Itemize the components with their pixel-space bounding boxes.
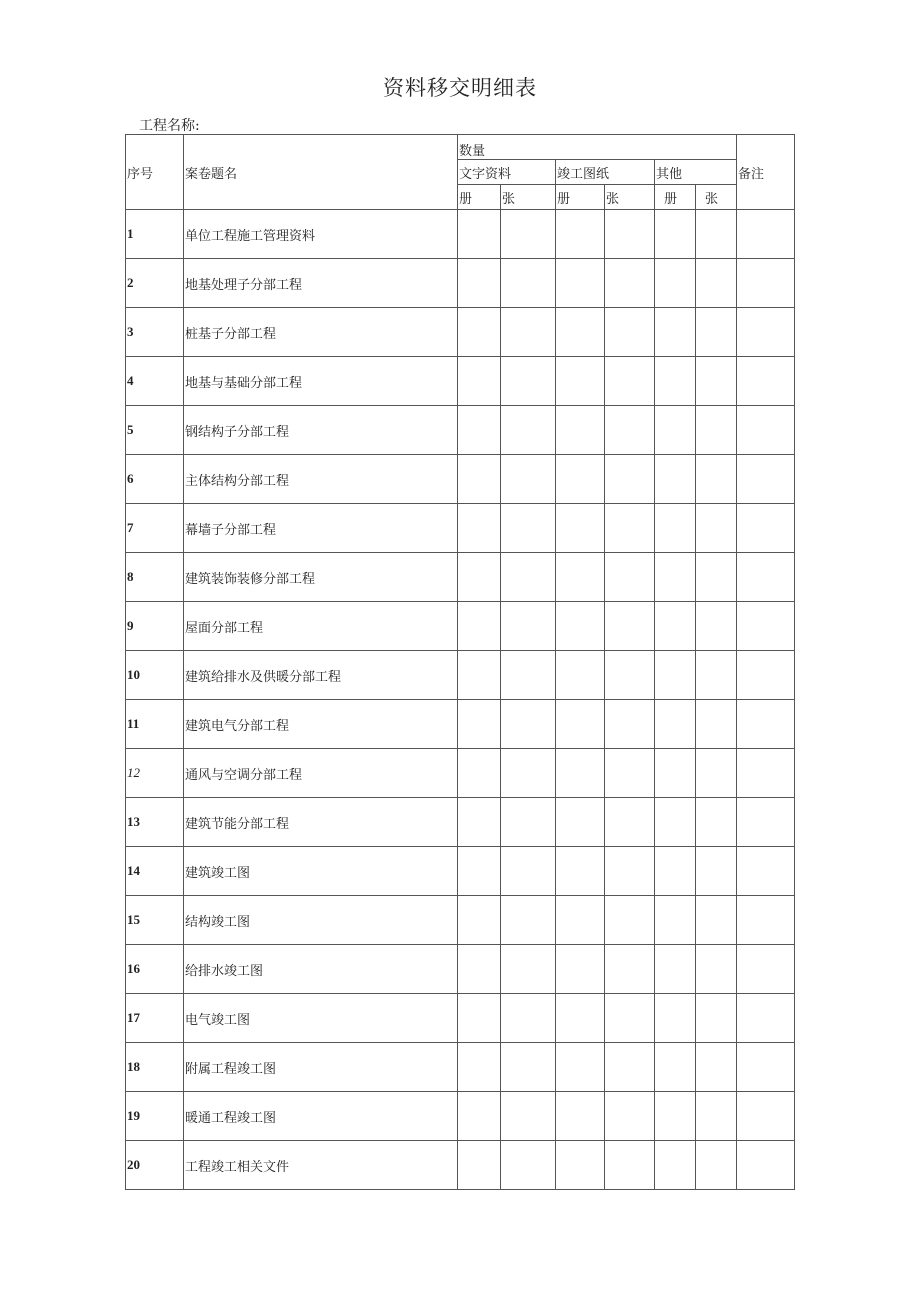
cell-other-volumes[interactable] <box>655 945 696 994</box>
cell-drawings-volumes[interactable] <box>556 700 605 749</box>
cell-drawings-volumes[interactable] <box>556 651 605 700</box>
cell-drawings-volumes[interactable] <box>556 504 605 553</box>
cell-drawings-sheets[interactable] <box>605 504 655 553</box>
cell-text-docs-sheets[interactable] <box>501 259 556 308</box>
header-asbuilt-drawings: 竣工图纸 <box>556 160 655 185</box>
cell-text-docs-sheets[interactable] <box>501 308 556 357</box>
cell-other-sheets[interactable] <box>696 259 737 308</box>
cell-other-volumes[interactable] <box>655 1043 696 1092</box>
row-index: 9 <box>126 602 184 651</box>
row-index: 11 <box>126 700 184 749</box>
document-title: 资料移交明细表 <box>383 76 537 100</box>
cell-remarks[interactable] <box>737 1092 795 1141</box>
cell-other-sheets[interactable] <box>696 455 737 504</box>
transfer-detail-table <box>125 134 795 1190</box>
cell-drawings-sheets[interactable] <box>605 602 655 651</box>
cell-other-volumes[interactable] <box>655 259 696 308</box>
row-title: 幕墙子分部工程 <box>184 504 458 553</box>
header-text-docs-sheets: 张 <box>501 185 556 210</box>
cell-remarks[interactable] <box>737 798 795 847</box>
header-text-docs: 文字资料 <box>458 160 556 185</box>
cell-drawings-volumes[interactable] <box>556 602 605 651</box>
cell-other-volumes[interactable] <box>655 798 696 847</box>
table-row <box>126 259 795 308</box>
cell-other-sheets[interactable] <box>696 749 737 798</box>
cell-other-volumes[interactable] <box>655 357 696 406</box>
row-index: 10 <box>126 651 184 700</box>
row-title: 工程竣工相关文件 <box>184 1141 458 1190</box>
row-index: 7 <box>126 504 184 553</box>
cell-other-sheets[interactable] <box>696 994 737 1043</box>
table-row <box>126 455 795 504</box>
cell-text-docs-volumes[interactable] <box>458 651 501 700</box>
cell-remarks[interactable] <box>737 406 795 455</box>
cell-other-volumes[interactable] <box>655 1141 696 1190</box>
cell-drawings-sheets[interactable] <box>605 553 655 602</box>
row-title: 建筑给排水及供暖分部工程 <box>184 651 458 700</box>
cell-drawings-sheets[interactable] <box>605 847 655 896</box>
row-index: 13 <box>126 798 184 847</box>
row-index: 15 <box>126 896 184 945</box>
row-index: 14 <box>126 847 184 896</box>
cell-text-docs-sheets[interactable] <box>501 749 556 798</box>
cell-drawings-volumes[interactable] <box>556 406 605 455</box>
cell-other-volumes[interactable] <box>655 308 696 357</box>
cell-drawings-sheets[interactable] <box>605 308 655 357</box>
table-row <box>126 945 795 994</box>
cell-remarks[interactable] <box>737 210 795 259</box>
cell-text-docs-volumes[interactable] <box>458 1141 501 1190</box>
row-index: 18 <box>126 1043 184 1092</box>
cell-remarks[interactable] <box>737 455 795 504</box>
cell-remarks[interactable] <box>737 357 795 406</box>
row-title: 电气竣工图 <box>184 994 458 1043</box>
cell-drawings-sheets[interactable] <box>605 259 655 308</box>
row-index: 6 <box>126 455 184 504</box>
cell-text-docs-sheets[interactable] <box>501 504 556 553</box>
row-title: 主体结构分部工程 <box>184 455 458 504</box>
table-row <box>126 602 795 651</box>
cell-drawings-volumes[interactable] <box>556 1043 605 1092</box>
row-index: 19 <box>126 1092 184 1141</box>
cell-text-docs-sheets[interactable] <box>501 945 556 994</box>
cell-other-sheets[interactable] <box>696 896 737 945</box>
row-index: 20 <box>126 1141 184 1190</box>
cell-drawings-volumes[interactable] <box>556 455 605 504</box>
cell-text-docs-sheets[interactable] <box>501 1092 556 1141</box>
cell-other-volumes[interactable] <box>655 602 696 651</box>
cell-text-docs-volumes[interactable] <box>458 798 501 847</box>
table-row <box>126 504 795 553</box>
cell-text-docs-sheets[interactable] <box>501 553 556 602</box>
table-row <box>126 896 795 945</box>
row-index: 12 <box>126 749 184 798</box>
cell-remarks[interactable] <box>737 651 795 700</box>
cell-other-sheets[interactable] <box>696 1043 737 1092</box>
cell-remarks[interactable] <box>737 896 795 945</box>
cell-other-sheets[interactable] <box>696 847 737 896</box>
table-row <box>126 798 795 847</box>
project-name-label: 工程名称: <box>139 118 200 134</box>
cell-other-sheets[interactable] <box>696 406 737 455</box>
cell-drawings-volumes[interactable] <box>556 259 605 308</box>
header-drawings-volumes: 册 <box>556 185 605 210</box>
cell-other-sheets[interactable] <box>696 1141 737 1190</box>
cell-drawings-volumes[interactable] <box>556 1141 605 1190</box>
row-index: 17 <box>126 994 184 1043</box>
cell-drawings-sheets[interactable] <box>605 651 655 700</box>
cell-remarks[interactable] <box>737 1043 795 1092</box>
cell-remarks[interactable] <box>737 847 795 896</box>
cell-text-docs-volumes[interactable] <box>458 406 501 455</box>
cell-drawings-sheets[interactable] <box>605 994 655 1043</box>
header-other-volumes: 册 <box>655 185 696 210</box>
table-row <box>126 308 795 357</box>
cell-drawings-sheets[interactable] <box>605 210 655 259</box>
row-index: 2 <box>126 259 184 308</box>
cell-other-sheets[interactable] <box>696 798 737 847</box>
cell-text-docs-sheets[interactable] <box>501 700 556 749</box>
cell-other-volumes[interactable] <box>655 455 696 504</box>
cell-drawings-sheets[interactable] <box>605 896 655 945</box>
cell-remarks[interactable] <box>737 1141 795 1190</box>
cell-drawings-volumes[interactable] <box>556 749 605 798</box>
cell-other-sheets[interactable] <box>696 945 737 994</box>
cell-remarks[interactable] <box>737 602 795 651</box>
row-index: 5 <box>126 406 184 455</box>
cell-text-docs-sheets[interactable] <box>501 455 556 504</box>
header-remarks: 备注 <box>737 135 795 210</box>
row-index: 4 <box>126 357 184 406</box>
cell-text-docs-sheets[interactable] <box>501 847 556 896</box>
row-title: 单位工程施工管理资料 <box>184 210 458 259</box>
cell-text-docs-volumes[interactable] <box>458 259 501 308</box>
table-row <box>126 749 795 798</box>
cell-drawings-sheets[interactable] <box>605 945 655 994</box>
row-index: 3 <box>126 308 184 357</box>
row-title: 桩基子分部工程 <box>184 308 458 357</box>
row-title: 附属工程竣工图 <box>184 1043 458 1092</box>
header-other: 其他 <box>655 160 737 185</box>
table-row <box>126 357 795 406</box>
cell-text-docs-volumes[interactable] <box>458 1092 501 1141</box>
table-row <box>126 994 795 1043</box>
cell-drawings-sheets[interactable] <box>605 1092 655 1141</box>
row-title: 地基处理子分部工程 <box>184 259 458 308</box>
row-title: 钢结构子分部工程 <box>184 406 458 455</box>
cell-other-volumes[interactable] <box>655 1092 696 1141</box>
header-quantity: 数量 <box>458 135 737 160</box>
cell-remarks[interactable] <box>737 308 795 357</box>
table-row <box>126 210 795 259</box>
cell-text-docs-volumes[interactable] <box>458 896 501 945</box>
cell-text-docs-volumes[interactable] <box>458 749 501 798</box>
header-text-docs-volumes: 册 <box>458 185 501 210</box>
row-title: 建筑装饰装修分部工程 <box>184 553 458 602</box>
row-index: 8 <box>126 553 184 602</box>
table-row <box>126 1141 795 1190</box>
cell-text-docs-volumes[interactable] <box>458 700 501 749</box>
cell-other-sheets[interactable] <box>696 504 737 553</box>
row-title: 建筑电气分部工程 <box>184 700 458 749</box>
cell-remarks[interactable] <box>737 504 795 553</box>
cell-drawings-volumes[interactable] <box>556 847 605 896</box>
cell-other-volumes[interactable] <box>655 994 696 1043</box>
cell-drawings-volumes[interactable] <box>556 553 605 602</box>
cell-text-docs-volumes[interactable] <box>458 455 501 504</box>
row-title: 结构竣工图 <box>184 896 458 945</box>
cell-text-docs-volumes[interactable] <box>458 1043 501 1092</box>
header-other-sheets: 张 <box>696 185 737 210</box>
cell-drawings-volumes[interactable] <box>556 308 605 357</box>
header-drawings-sheets: 张 <box>605 185 655 210</box>
cell-other-volumes[interactable] <box>655 749 696 798</box>
cell-text-docs-sheets[interactable] <box>501 1043 556 1092</box>
cell-other-volumes[interactable] <box>655 700 696 749</box>
cell-text-docs-sheets[interactable] <box>501 651 556 700</box>
cell-remarks[interactable] <box>737 553 795 602</box>
cell-text-docs-volumes[interactable] <box>458 602 501 651</box>
cell-other-volumes[interactable] <box>655 210 696 259</box>
table-row <box>126 1043 795 1092</box>
cell-other-volumes[interactable] <box>655 896 696 945</box>
cell-text-docs-sheets[interactable] <box>501 210 556 259</box>
row-index: 1 <box>126 210 184 259</box>
cell-other-sheets[interactable] <box>696 308 737 357</box>
row-title: 地基与基础分部工程 <box>184 357 458 406</box>
cell-other-sheets[interactable] <box>696 602 737 651</box>
cell-drawings-sheets[interactable] <box>605 1141 655 1190</box>
cell-other-volumes[interactable] <box>655 406 696 455</box>
header-index: 序号 <box>126 135 184 210</box>
cell-other-sheets[interactable] <box>696 210 737 259</box>
cell-text-docs-volumes[interactable] <box>458 357 501 406</box>
cell-drawings-sheets[interactable] <box>605 798 655 847</box>
table-row <box>126 1092 795 1141</box>
cell-text-docs-sheets[interactable] <box>501 798 556 847</box>
row-title: 屋面分部工程 <box>184 602 458 651</box>
cell-text-docs-volumes[interactable] <box>458 994 501 1043</box>
cell-text-docs-volumes[interactable] <box>458 210 501 259</box>
cell-drawings-sheets[interactable] <box>605 700 655 749</box>
cell-text-docs-volumes[interactable] <box>458 553 501 602</box>
row-title: 暖通工程竣工图 <box>184 1092 458 1141</box>
cell-text-docs-sheets[interactable] <box>501 406 556 455</box>
cell-drawings-sheets[interactable] <box>605 357 655 406</box>
cell-text-docs-volumes[interactable] <box>458 504 501 553</box>
cell-drawings-volumes[interactable] <box>556 896 605 945</box>
cell-drawings-volumes[interactable] <box>556 1092 605 1141</box>
cell-other-sheets[interactable] <box>696 357 737 406</box>
cell-text-docs-volumes[interactable] <box>458 308 501 357</box>
table-row <box>126 700 795 749</box>
cell-remarks[interactable] <box>737 259 795 308</box>
cell-remarks[interactable] <box>737 945 795 994</box>
cell-other-volumes[interactable] <box>655 504 696 553</box>
header-title: 案卷题名 <box>184 135 458 210</box>
table-row <box>126 406 795 455</box>
cell-drawings-sheets[interactable] <box>605 1043 655 1092</box>
cell-other-volumes[interactable] <box>655 651 696 700</box>
cell-drawings-sheets[interactable] <box>605 455 655 504</box>
cell-text-docs-volumes[interactable] <box>458 847 501 896</box>
cell-other-volumes[interactable] <box>655 553 696 602</box>
row-title: 给排水竣工图 <box>184 945 458 994</box>
cell-text-docs-sheets[interactable] <box>501 1141 556 1190</box>
cell-drawings-volumes[interactable] <box>556 210 605 259</box>
cell-drawings-volumes[interactable] <box>556 994 605 1043</box>
cell-drawings-volumes[interactable] <box>556 357 605 406</box>
row-title: 建筑竣工图 <box>184 847 458 896</box>
cell-drawings-volumes[interactable] <box>556 945 605 994</box>
row-title: 通风与空调分部工程 <box>184 749 458 798</box>
cell-text-docs-sheets[interactable] <box>501 602 556 651</box>
cell-drawings-volumes[interactable] <box>556 798 605 847</box>
cell-remarks[interactable] <box>737 749 795 798</box>
table-row <box>126 847 795 896</box>
cell-other-sheets[interactable] <box>696 700 737 749</box>
table-row <box>126 553 795 602</box>
cell-other-volumes[interactable] <box>655 847 696 896</box>
cell-other-sheets[interactable] <box>696 553 737 602</box>
cell-remarks[interactable] <box>737 700 795 749</box>
cell-text-docs-sheets[interactable] <box>501 357 556 406</box>
cell-remarks[interactable] <box>737 994 795 1043</box>
cell-drawings-sheets[interactable] <box>605 406 655 455</box>
cell-drawings-sheets[interactable] <box>605 749 655 798</box>
cell-text-docs-sheets[interactable] <box>501 896 556 945</box>
table-row <box>126 651 795 700</box>
cell-text-docs-volumes[interactable] <box>458 945 501 994</box>
cell-other-sheets[interactable] <box>696 1092 737 1141</box>
cell-other-sheets[interactable] <box>696 651 737 700</box>
row-title: 建筑节能分部工程 <box>184 798 458 847</box>
row-index: 16 <box>126 945 184 994</box>
cell-text-docs-sheets[interactable] <box>501 994 556 1043</box>
